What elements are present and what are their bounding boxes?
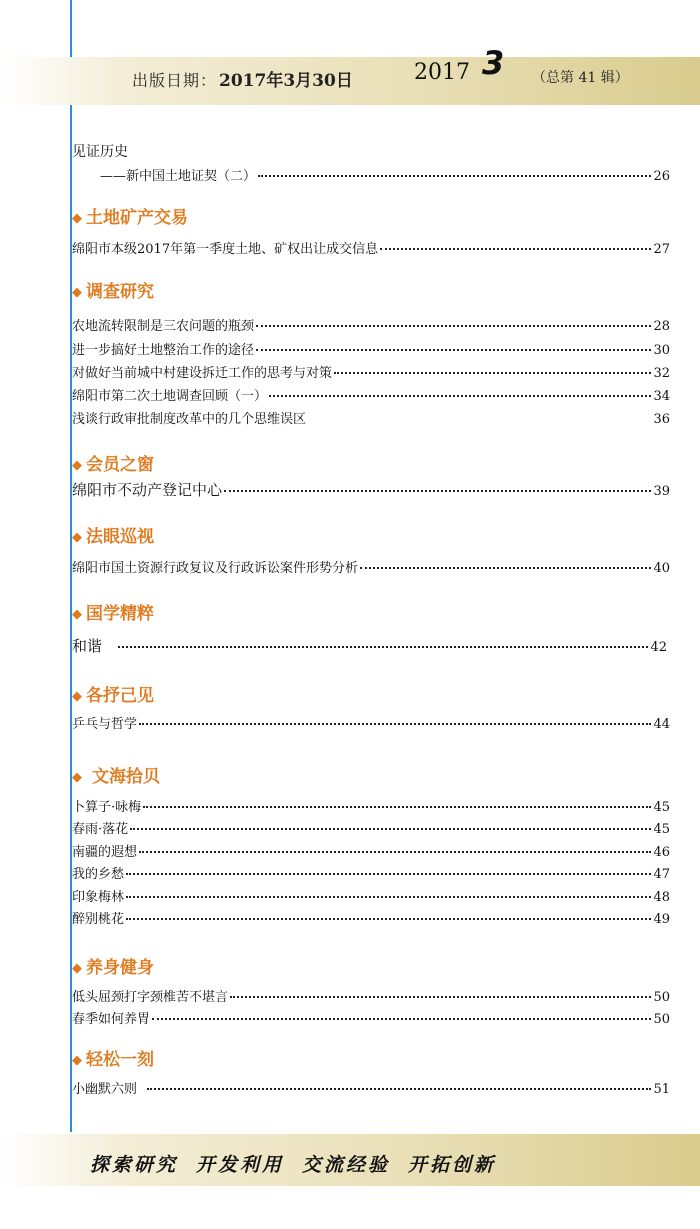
- section-heading: ◆ 养身健身: [72, 958, 154, 978]
- toc-entry[interactable]: [72, 863, 670, 882]
- entry-title: ——新中国土地证契（二）: [100, 169, 257, 184]
- diamond-icon: ◆: [72, 961, 82, 976]
- leader-dots: [269, 395, 651, 397]
- entry-title: 小幽默六则: [72, 1082, 138, 1097]
- section-heading: ◆ 文海拾贝: [72, 767, 160, 787]
- toc-entry[interactable]: [72, 479, 670, 500]
- entry-page: 46: [653, 845, 670, 860]
- toc-entry[interactable]: [72, 362, 670, 381]
- entry-page: 32: [653, 366, 670, 381]
- entry-title: 绵阳市本级2017年第一季度土地、矿权出让成交信息: [72, 242, 379, 257]
- motto-phrase: 探索研究: [90, 1154, 179, 1176]
- entry-page: 48: [653, 890, 670, 905]
- section-heading: ◆ 国学精粹: [72, 604, 154, 624]
- toc-entry[interactable]: [72, 1008, 670, 1027]
- entry-page: 42: [650, 640, 667, 655]
- section-heading: ◆ 轻松一刻: [72, 1050, 154, 1070]
- entry-title: 我的乡愁: [72, 867, 125, 882]
- toc-entry[interactable]: [72, 841, 670, 860]
- toc-entry[interactable]: [72, 886, 670, 905]
- entry-title: 绵阳市第二次土地调查回顾（一）: [72, 389, 268, 404]
- diamond-icon: ◆: [72, 607, 82, 622]
- entry-title: 醉别桃花: [72, 912, 125, 927]
- entry-page: 45: [653, 800, 670, 815]
- entry-page: 44: [653, 717, 670, 732]
- motto: [90, 1150, 670, 1177]
- leader-dots: [230, 996, 651, 998]
- leader-dots: [224, 490, 651, 492]
- diamond-icon: ◆: [72, 530, 82, 545]
- leader-dots: [258, 175, 651, 177]
- section-heading: ◆ 会员之窗: [72, 455, 154, 475]
- section-heading: ◆ 各抒己见: [72, 686, 154, 706]
- leader-dots: [152, 1018, 651, 1020]
- toc-entry[interactable]: [100, 165, 670, 184]
- pub-date-value: 2017年3月30日: [219, 71, 353, 91]
- entry-page: 50: [653, 990, 670, 1005]
- entry-page: 39: [653, 484, 670, 499]
- entry-title: 春雨·落花: [72, 822, 129, 837]
- leader-dots: [308, 418, 651, 420]
- toc-entry[interactable]: [72, 339, 670, 358]
- entry-page: 36: [653, 412, 670, 427]
- entry-title: 进一步搞好土地整治工作的途径: [72, 343, 255, 358]
- entry-title: 印象梅林: [72, 890, 125, 905]
- leader-dots: [126, 918, 651, 920]
- section-heading: ◆ 调查研究: [72, 282, 154, 302]
- leader-dots: [126, 873, 651, 875]
- entry-page: 27: [653, 242, 670, 257]
- total-issue: （总第 41 辑）: [532, 70, 629, 86]
- toc-entry[interactable]: [72, 908, 670, 927]
- diamond-icon: ◆: [72, 285, 82, 300]
- publication-date: [132, 66, 353, 91]
- entry-title: 和谐: [72, 637, 103, 655]
- entry-title: 农地流转限制是三农问题的瓶颈: [72, 319, 255, 334]
- toc-entry[interactable]: [72, 818, 670, 837]
- toc-entry[interactable]: [72, 1078, 670, 1097]
- toc-entry[interactable]: [72, 713, 670, 732]
- entry-title: 浅谈行政审批制度改革中的几个思维误区: [72, 412, 307, 427]
- entry-title: 绵阳市国土资源行政复议及行政诉讼案件形势分析: [72, 561, 359, 576]
- entry-title: 对做好当前城中村建设拆迁工作的思考与对策: [72, 366, 333, 381]
- leader-dots: [118, 646, 648, 648]
- leader-dots: [143, 806, 651, 808]
- diamond-icon: ◆: [72, 1053, 82, 1068]
- entry-page: 50: [653, 1012, 670, 1027]
- leader-dots: [126, 896, 651, 898]
- entry-title: 绵阳市不动产登记中心: [72, 481, 223, 499]
- leader-dots: [139, 723, 651, 725]
- diamond-icon: ◆: [72, 458, 82, 473]
- toc-entry[interactable]: [72, 796, 670, 815]
- motto-phrase: 交流经验: [302, 1154, 391, 1176]
- entry-page: 28: [653, 319, 670, 334]
- entry-title: 乒乓与哲学: [72, 717, 138, 732]
- toc-entry[interactable]: [72, 385, 670, 404]
- leader-dots: [334, 372, 651, 374]
- entry-page: 49: [653, 912, 670, 927]
- issue-number: 3: [482, 44, 505, 82]
- issue-year: 2017: [414, 60, 470, 85]
- entry-page: 51: [653, 1082, 670, 1097]
- entry-page: 26: [653, 169, 670, 184]
- pub-date-label: 出版日期：: [132, 71, 218, 90]
- diamond-icon: ◆: [72, 689, 82, 704]
- entry-page: 34: [653, 389, 670, 404]
- section-heading: ◆ 土地矿产交易: [72, 208, 188, 228]
- leader-dots: [380, 248, 651, 250]
- entry-title: 南疆的遐想: [72, 845, 138, 860]
- toc-entry[interactable]: [72, 557, 670, 576]
- diamond-icon: ◆: [72, 211, 82, 226]
- entry-title: 低头屈颈打字颈椎苦不堪言: [72, 990, 229, 1005]
- toc-entry[interactable]: [72, 408, 670, 427]
- motto-phrase: 开发利用: [196, 1154, 285, 1176]
- leader-dots: [139, 851, 651, 853]
- entry-page: 47: [653, 867, 670, 882]
- entry-page: 45: [653, 822, 670, 837]
- leader-dots: [147, 1088, 651, 1090]
- diamond-icon: ◆: [72, 770, 82, 785]
- toc-entry[interactable]: [72, 238, 670, 257]
- motto-phrase: 开拓创新: [408, 1154, 497, 1176]
- leader-dots: [256, 349, 651, 351]
- leader-dots: [256, 325, 651, 327]
- toc-intro-title: 见证历史: [72, 144, 128, 160]
- leader-dots: [360, 567, 651, 569]
- toc-entry[interactable]: [72, 986, 670, 1005]
- entry-page: 40: [653, 561, 670, 576]
- leader-dots: [130, 828, 651, 830]
- toc-entry[interactable]: [72, 635, 667, 656]
- entry-page: 30: [653, 343, 670, 358]
- toc-entry[interactable]: [72, 315, 670, 334]
- entry-title: 卜算子·咏梅: [72, 800, 142, 815]
- section-heading: ◆ 法眼巡视: [72, 527, 154, 547]
- entry-title: 春季如何养胃: [72, 1012, 151, 1027]
